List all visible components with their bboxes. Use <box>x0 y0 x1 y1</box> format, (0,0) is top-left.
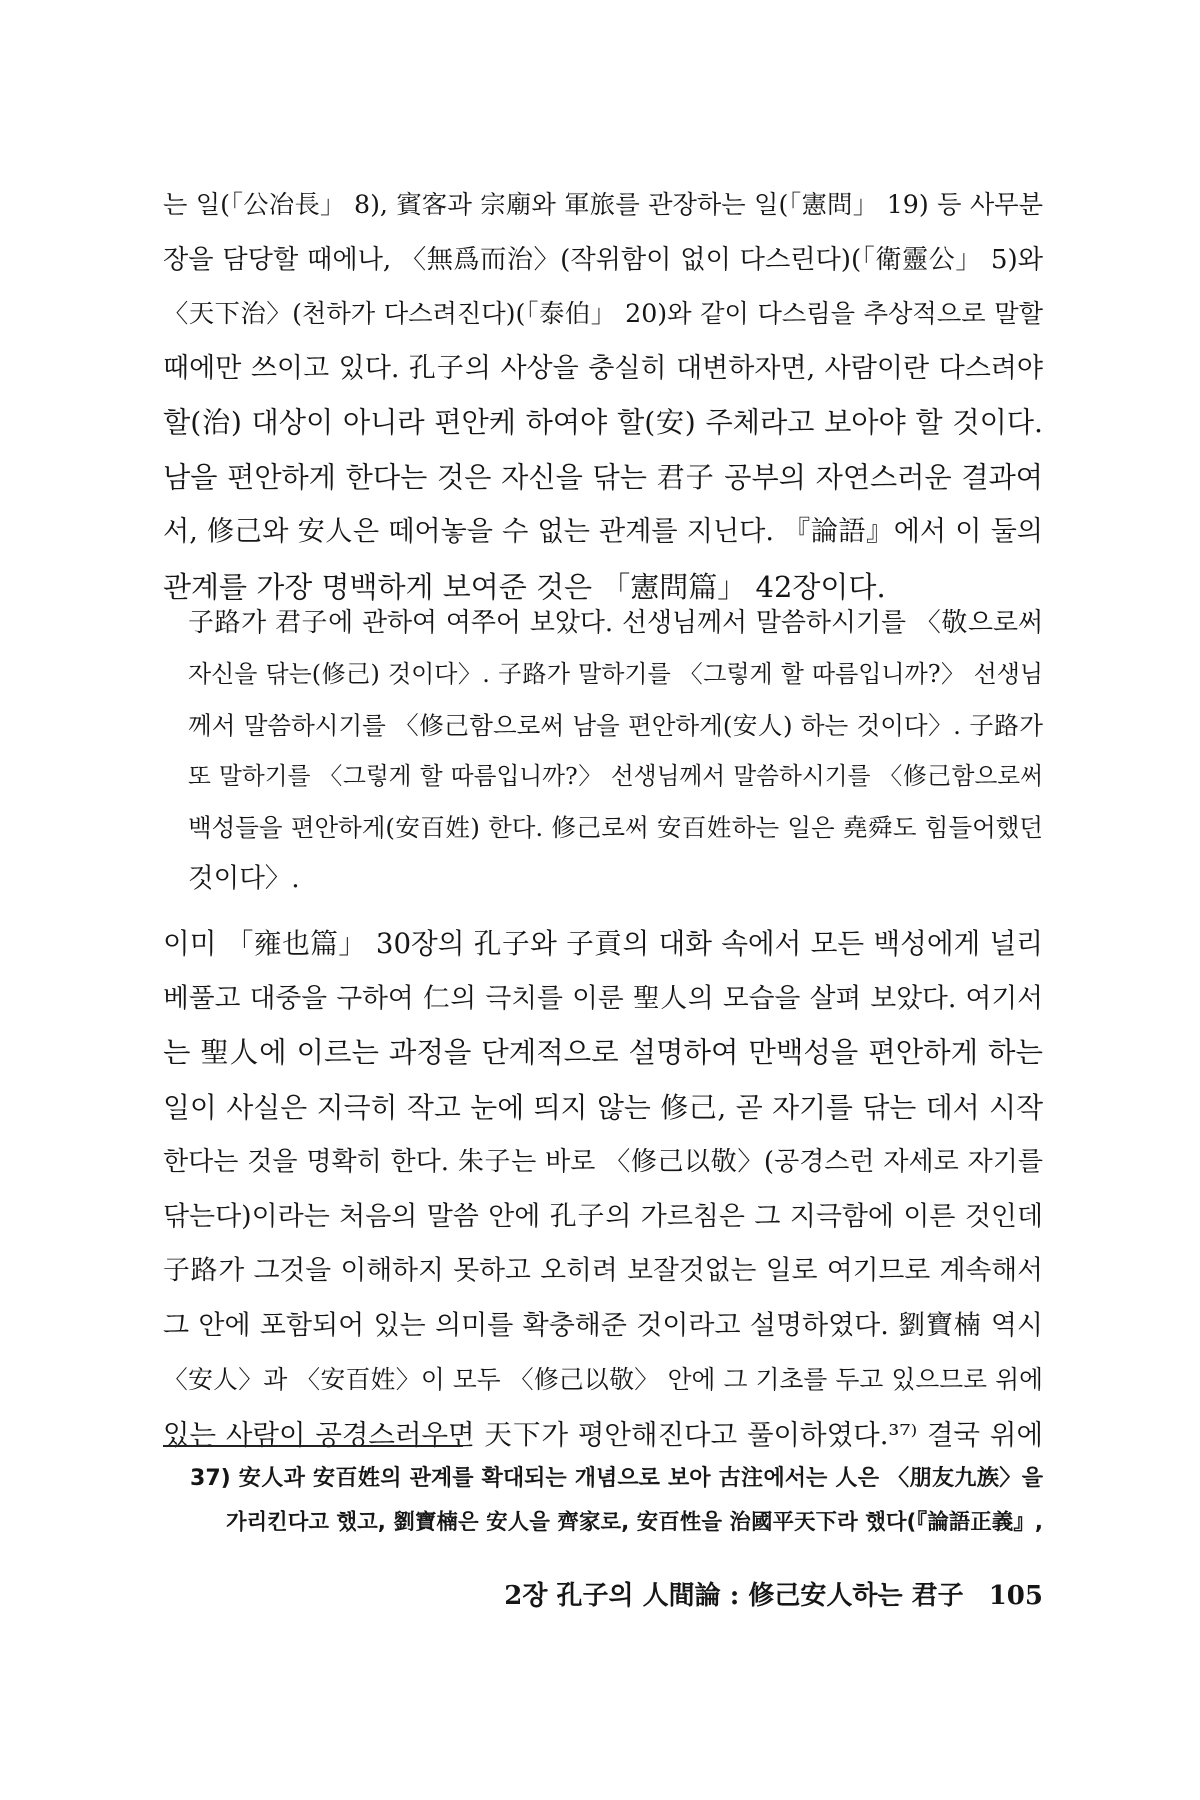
footnote-line: 가리킨다고 했고, 劉寶楠은 安人을 齊家로, 安百性을 治國平天下라 했다(『論語正義』, <box>226 1510 1043 1535</box>
text-line: 베풀고 대중을 구하여 仁의 극치를 이룬 聖人의 모습을 살펴 보았다. 여기서 <box>163 982 1043 1014</box>
quote-line: 자신을 닦는(修己) 것이다〉. 子路가 말하기를 〈그렇게 할 따름입니까?〉 선생님 <box>188 660 1043 688</box>
text-line: 그 안에 포함되어 있는 의미를 확충해준 것이라고 설명하였다. 劉寶楠 역시 <box>163 1309 1043 1341</box>
text-line: 때에만 쓰이고 있다. 孔子의 사상을 충실히 대변하자면, 사람이란 다스려야 <box>163 352 1043 384</box>
body-paragraph <box>163 917 1043 1462</box>
text-line: 한다는 것을 명확히 한다. 朱子는 바로 〈修己以敬〉(공경스런 자세로 자기를 <box>163 1147 1043 1177</box>
footnote-divider <box>163 1445 463 1447</box>
text-line: 있는 사람이 공경스러우면 天下가 평안해진다고 풀이하였다.³⁷⁾ 결국 위에 <box>163 1418 1043 1451</box>
block-quote <box>188 598 1043 904</box>
quote-line: 子路가 君子에 관하여 여쭈어 보았다. 선생님께서 말씀하시기를 〈敬으로써 <box>188 608 1043 638</box>
quote-line: 또 말하기를 〈그렇게 할 따름입니까?〉 선생님께서 말씀하시기를 〈修己함으로써 <box>188 762 1043 790</box>
running-footer-title: 2장 孔子의 人間論 : 修己安人하는 君子 <box>504 1581 964 1611</box>
text-line: 는 일(「公冶長」 8), 賓客과 宗廟와 軍旅를 관장하는 일(「憲問」 19) 등 사무분 <box>163 190 1043 219</box>
quote-line: 것이다〉. <box>188 863 300 894</box>
footnote-line: 37) 安人과 安百姓의 관계를 확대되는 개념으로 보아 古注에서는 人은 〈朋友九族〉을 <box>190 1466 1043 1491</box>
text-line: 관계를 가장 명백하게 보여준 것은 「憲問篇」 42장이다. <box>163 569 886 604</box>
text-line: 일이 사실은 지극히 작고 눈에 띄지 않는 修己, 곧 자기를 닦는 데서 시작 <box>163 1090 1043 1124</box>
page-number: 105 <box>988 1581 1043 1611</box>
quote-line: 백성들을 편안하게(安百姓) 한다. 修己로써 安百姓하는 일은 堯舜도 힘들어했던 <box>188 813 1043 842</box>
text-line: 할(治) 대상이 아니라 편안케 하여야 할(安) 주체라고 보아야 할 것이다. <box>163 406 1043 439</box>
footnote <box>190 1457 1043 1545</box>
text-line: 장을 담당할 때에나, 〈無爲而治〉(작위함이 없이 다스린다)(「衛靈公」 5)와 <box>163 244 1043 275</box>
text-line: 는 聖人에 이르는 과정을 단계적으로 설명하여 만백성을 편안하게 하는 <box>163 1036 1043 1069</box>
text-line: 이미 「雍也篇」 30장의 孔子와 子貢의 대화 속에서 모든 백성에게 널리 <box>163 927 1043 960</box>
text-line: 子路가 그것을 이해하지 못하고 오히려 보잘것없는 일로 여기므로 계속해서 <box>163 1255 1043 1286</box>
text-line: 닦는다)이라는 처음의 말씀 안에 孔子의 가르침은 그 지극함에 이른 것인데 <box>163 1200 1043 1232</box>
text-line: 서, 修己와 安人은 떼어놓을 수 없는 관계를 지닌다. 『論語』에서 이 둘의 <box>163 516 1043 547</box>
body-paragraph <box>163 178 1043 614</box>
text-line: 〈安人〉과 〈安百姓〉이 모두 〈修己以敬〉 안에 그 기초를 두고 있으므로 위에 <box>163 1365 1043 1394</box>
text-line: 〈天下治〉(천하가 다스려진다)(「泰伯」 20)와 같이 다스림을 추상적으로 말할 <box>163 299 1043 328</box>
text-line: 남을 편안하게 한다는 것은 자신을 닦는 君子 공부의 자연스러운 결과여 <box>163 460 1043 494</box>
running-footer <box>504 1574 1043 1618</box>
quote-line: 께서 말씀하시기를 〈修己함으로써 남을 편안하게(安人) 하는 것이다〉. 子路가 <box>188 711 1043 740</box>
